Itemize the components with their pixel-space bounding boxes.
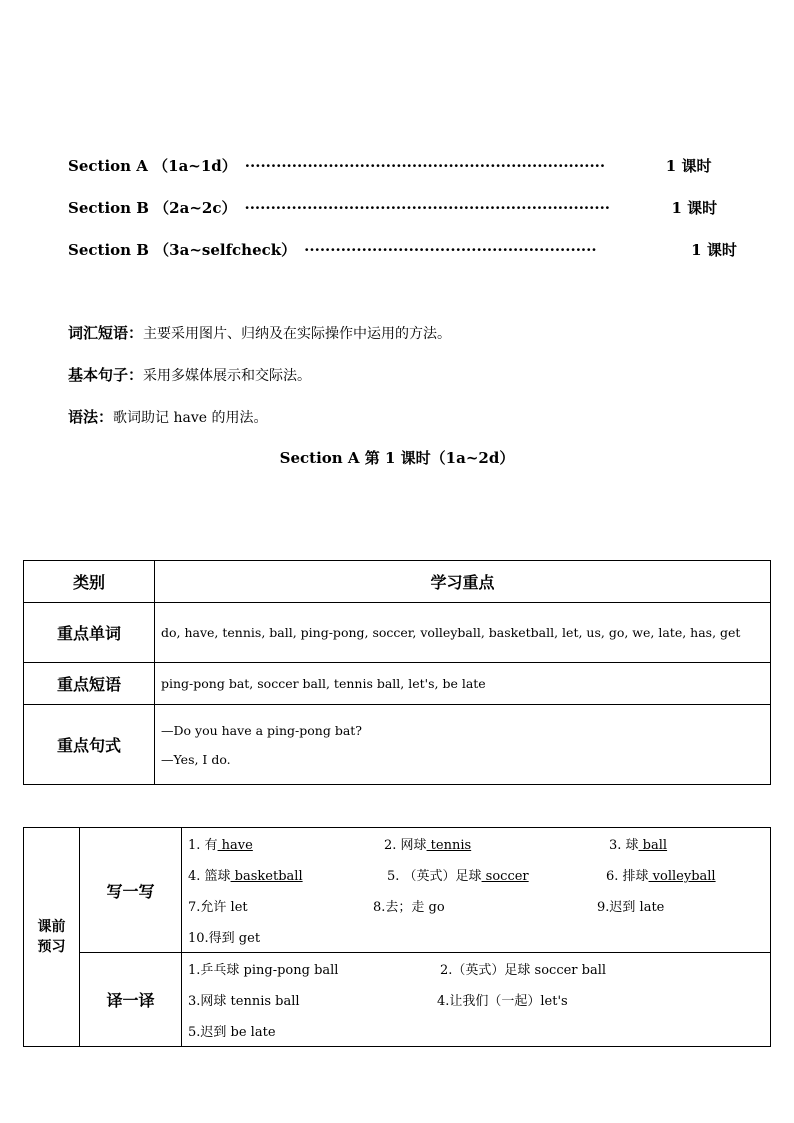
method-value: 歌词助记 have 的用法。 (113, 410, 268, 426)
toc-period: 1 课时 (671, 199, 718, 217)
toc-label: Section B （3a~selfcheck） (68, 241, 297, 259)
toc-dots: ························································ (304, 241, 597, 259)
translate-item: 5.迟到 be late (188, 1025, 276, 1040)
method-key: 语法： (68, 408, 114, 426)
translate-row (24, 953, 771, 1047)
row-label: 重点短语 (24, 663, 155, 705)
translate-item: 4.让我们（一起）let's (437, 994, 568, 1009)
write-item: 7.允许 let (188, 900, 248, 915)
write-item: 3. 球 (609, 838, 639, 853)
method-value: 主要采用图片、归纳及在实际操作中运用的方法。 (143, 326, 452, 342)
toc-dots: ······································································ (244, 199, 611, 217)
row-label: 重点单词 (24, 603, 155, 663)
method-vocabulary (68, 322, 451, 343)
write-item: 5. （英式）足球 (387, 869, 482, 884)
method-key: 基本句子： (68, 366, 144, 384)
write-answer: ball (638, 838, 668, 853)
preview-table (23, 827, 771, 1047)
toc-dots: ····································································· (244, 157, 606, 175)
table-row (24, 603, 771, 663)
write-item: 6. 排球 (606, 869, 649, 884)
row-label: 重点句式 (24, 705, 155, 785)
write-item: 9.迟到 late (597, 900, 665, 915)
row-content: do, have, tennis, ball, ping-pong, soccer, volleyball, basketball, let, us, go, we, late, has, get (155, 603, 771, 663)
translate-content (182, 953, 771, 1047)
write-row (24, 828, 771, 953)
write-answer: basketball (230, 869, 303, 884)
translate-item: 1.乒乓球 ping-pong ball (188, 963, 339, 978)
write-item: 1. 有 (188, 838, 218, 853)
write-answer: soccer (481, 869, 529, 884)
side-label (24, 828, 80, 1047)
table-row (24, 663, 771, 705)
header-focus: 学习重点 (155, 561, 771, 603)
toc-period: 1 课时 (665, 157, 712, 175)
section-title: Section A 第 1 课时（1a~2d） (279, 449, 515, 467)
write-answer: tennis (426, 838, 472, 853)
write-item: 10.得到 get (188, 931, 261, 946)
method-sentences (68, 364, 311, 385)
method-grammar (68, 406, 267, 427)
table-row (24, 705, 771, 785)
sentence-line: —Do you have a ping-pong bat? (161, 722, 363, 738)
table-header-row (24, 561, 771, 603)
toc-label: Section A （1a~1d） (68, 157, 237, 175)
toc-line-2 (68, 197, 717, 218)
translate-item: 2.（英式）足球 soccer ball (440, 963, 607, 978)
toc-period: 1 课时 (691, 241, 737, 259)
write-label: 写一写 (80, 828, 182, 953)
toc-label: Section B （2a~2c） (68, 199, 237, 217)
translate-label: 译一译 (80, 953, 182, 1047)
toc-line-1 (68, 155, 711, 176)
write-item: 2. 网球 (384, 838, 427, 853)
row-content (155, 705, 771, 785)
focus-table (23, 560, 771, 785)
header-category: 类别 (24, 561, 155, 603)
method-value: 采用多媒体展示和交际法。 (143, 368, 312, 384)
write-content (182, 828, 771, 953)
write-item: 4. 篮球 (188, 869, 231, 884)
sentence-line: —Yes, I do. (161, 751, 231, 767)
method-key: 词汇短语： (68, 324, 144, 342)
toc-line-3 (68, 239, 737, 260)
write-item: 8.去；走 go (373, 900, 445, 915)
write-answer: have (217, 838, 253, 853)
translate-item: 3.网球 tennis ball (188, 994, 300, 1009)
side-label-text: 课前预习 (37, 919, 66, 955)
row-content: ping-pong bat, soccer ball, tennis ball, let's, be late (155, 663, 771, 705)
write-answer: volleyball (648, 869, 716, 884)
